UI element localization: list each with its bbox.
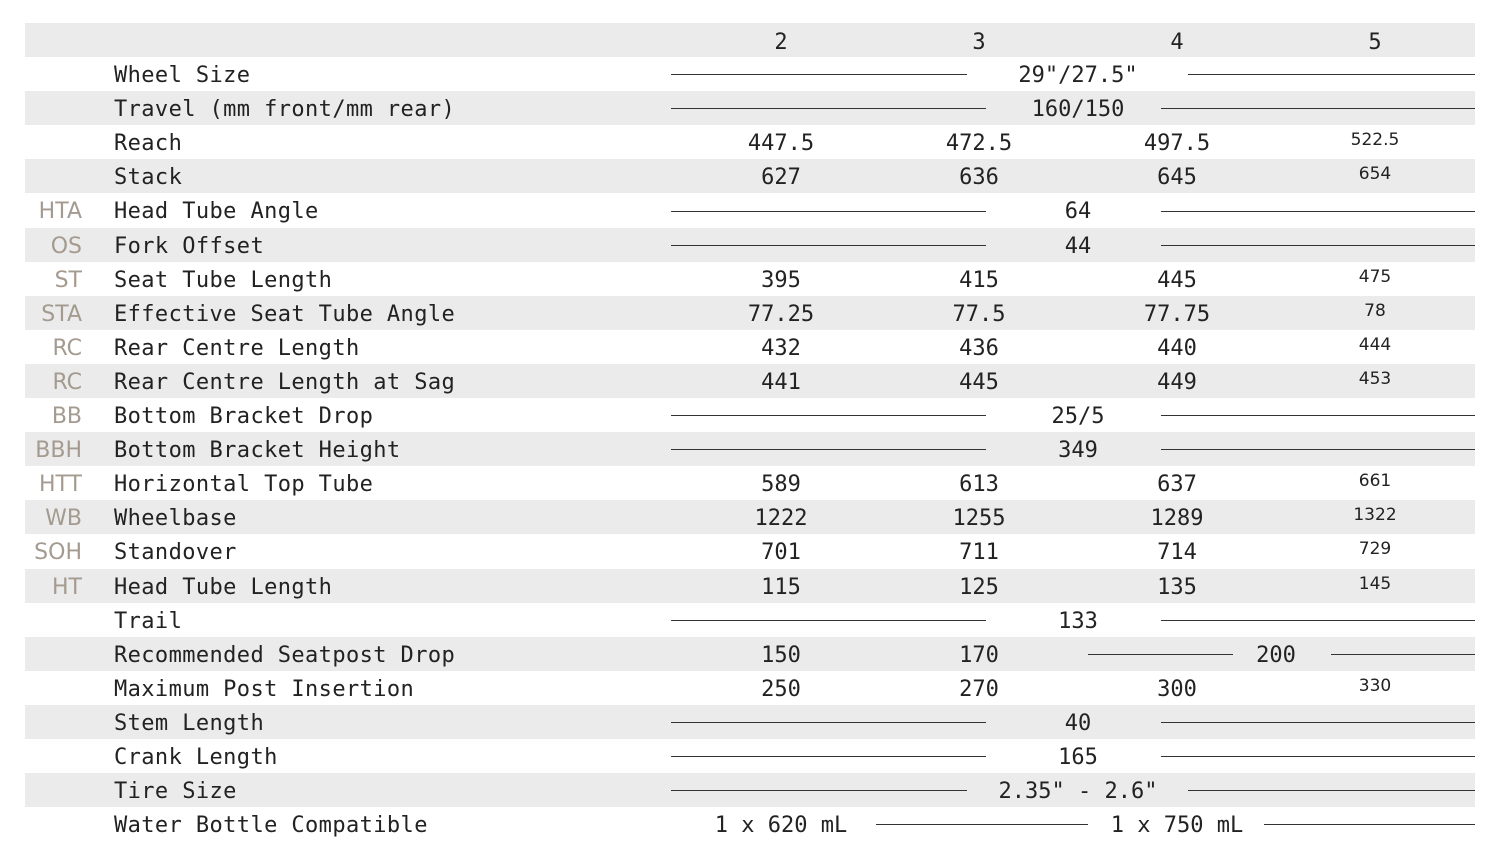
span-line	[671, 211, 986, 212]
value-cell: 729	[1358, 539, 1392, 560]
row-abbreviation: HTA	[38, 199, 82, 225]
table-row	[25, 807, 1475, 841]
value-cell: 77.5	[952, 301, 1006, 327]
row-label: Standover	[114, 540, 237, 566]
value-cell: 1322	[1353, 505, 1397, 526]
value-cell: 330	[1358, 675, 1392, 696]
span-line	[671, 722, 986, 723]
table-row	[25, 637, 1475, 671]
row-abbreviation: RC	[52, 369, 82, 395]
value-cell: 77.25	[747, 301, 815, 327]
table-row	[25, 432, 1475, 466]
row-abbreviation: HTT	[38, 472, 82, 498]
table-row	[25, 228, 1475, 262]
span-line	[671, 74, 967, 75]
row-label: Effective Seat Tube Angle	[114, 301, 456, 327]
value-cell: 115	[761, 574, 801, 600]
value-cell: 77.75	[1143, 301, 1211, 327]
row-abbreviation: STA	[41, 301, 82, 327]
size-header: 4	[1170, 30, 1184, 55]
row-label: Stem Length	[114, 710, 265, 736]
value-cell: 637	[1157, 472, 1197, 498]
value-cell: 29"/27.5"	[1018, 63, 1138, 89]
span-line	[671, 108, 986, 109]
value-cell: 522.5	[1350, 130, 1400, 151]
geometry-table	[25, 23, 1475, 841]
row-abbreviation: BB	[51, 404, 82, 430]
value-cell: 40	[1064, 710, 1092, 736]
table-row	[25, 296, 1475, 330]
row-label: Maximum Post Insertion	[114, 676, 415, 702]
row-label: Horizontal Top Tube	[114, 472, 374, 498]
span-line	[1264, 824, 1475, 825]
row-label: Rear Centre Length	[114, 335, 360, 361]
value-cell: 250	[761, 676, 801, 702]
span-line	[1161, 449, 1475, 450]
size-header: 3	[972, 30, 986, 55]
table-row	[25, 262, 1475, 296]
table-row	[25, 193, 1475, 227]
span-line	[876, 824, 1088, 825]
row-label: Tire Size	[114, 779, 237, 805]
span-line	[671, 449, 986, 450]
table-row	[25, 534, 1475, 568]
table-row	[25, 739, 1475, 773]
value-cell: 395	[761, 267, 801, 293]
row-abbreviation: OS	[50, 233, 82, 259]
value-cell: 170	[959, 642, 999, 668]
value-cell: 444	[1358, 334, 1392, 355]
span-line	[671, 245, 986, 246]
value-cell: 25/5	[1051, 404, 1105, 430]
row-abbreviation: HT	[52, 574, 82, 600]
row-label: Wheelbase	[114, 506, 237, 532]
row-label: Crank Length	[114, 744, 278, 770]
row-label: Stack	[114, 165, 183, 191]
row-label: Rear Centre Length at Sag	[114, 369, 456, 395]
value-cell: 160/150	[1031, 97, 1125, 123]
row-label: Fork Offset	[114, 233, 265, 259]
span-line	[1331, 654, 1475, 655]
value-cell: 440	[1157, 335, 1197, 361]
value-cell: 453	[1358, 368, 1392, 389]
table-row	[25, 364, 1475, 398]
value-cell: 472.5	[945, 131, 1013, 157]
value-cell: 165	[1058, 744, 1098, 770]
value-cell: 436	[959, 335, 999, 361]
row-label: Bottom Bracket Drop	[114, 404, 374, 430]
span-line	[1161, 211, 1475, 212]
row-abbreviation: RC	[52, 335, 82, 361]
row-abbreviation: WB	[45, 506, 82, 532]
table-row	[25, 773, 1475, 807]
value-cell: 445	[1157, 267, 1197, 293]
span-line	[1161, 415, 1475, 416]
row-label: Recommended Seatpost Drop	[114, 642, 456, 668]
value-cell: 449	[1157, 369, 1197, 395]
row-label: Water Bottle Compatible	[114, 813, 428, 839]
table-row	[25, 603, 1475, 637]
span-line	[1161, 722, 1475, 723]
row-label: Travel (mm front/mm rear)	[114, 97, 456, 123]
value-cell: 2.35" - 2.6"	[998, 779, 1158, 805]
span-line	[671, 415, 986, 416]
row-label: Reach	[114, 131, 183, 157]
value-cell: 1 x 620 mL	[714, 813, 848, 839]
value-cell: 636	[959, 165, 999, 191]
row-label: Wheel Size	[114, 63, 251, 89]
row-abbreviation: SOH	[34, 540, 82, 566]
table-row	[25, 671, 1475, 705]
row-label: Trail	[114, 608, 183, 634]
row-label: Head Tube Length	[114, 574, 333, 600]
row-abbreviation: BBH	[35, 438, 82, 464]
table-row	[25, 500, 1475, 534]
value-cell: 133	[1058, 608, 1098, 634]
value-cell: 714	[1157, 540, 1197, 566]
size-header: 2	[774, 30, 788, 55]
value-cell: 200	[1256, 642, 1296, 668]
row-label: Head Tube Angle	[114, 199, 319, 225]
value-cell: 135	[1157, 574, 1197, 600]
table-row	[25, 398, 1475, 432]
span-line	[671, 790, 967, 791]
value-cell: 270	[959, 676, 999, 702]
value-cell: 150	[761, 642, 801, 668]
value-cell: 445	[959, 369, 999, 395]
value-cell: 627	[761, 165, 801, 191]
value-cell: 125	[959, 574, 999, 600]
table-row	[25, 569, 1475, 603]
span-line	[1161, 756, 1475, 757]
value-cell: 447.5	[747, 131, 815, 157]
value-cell: 1289	[1150, 506, 1204, 532]
value-cell: 349	[1058, 438, 1098, 464]
value-cell: 613	[959, 472, 999, 498]
span-line	[1088, 654, 1233, 655]
span-line	[1188, 74, 1475, 75]
table-row	[25, 125, 1475, 159]
row-abbreviation: ST	[54, 267, 82, 293]
table-row	[25, 91, 1475, 125]
value-cell: 441	[761, 369, 801, 395]
span-line	[1161, 245, 1475, 246]
header-row	[25, 23, 1475, 57]
value-cell: 497.5	[1143, 131, 1211, 157]
table-row	[25, 159, 1475, 193]
span-line	[671, 756, 986, 757]
value-cell: 300	[1157, 676, 1197, 702]
value-cell: 589	[761, 472, 801, 498]
value-cell: 415	[959, 267, 999, 293]
value-cell: 44	[1064, 233, 1092, 259]
value-cell: 475	[1358, 266, 1392, 287]
value-cell: 64	[1064, 199, 1092, 225]
value-cell: 661	[1358, 471, 1392, 492]
size-header: 5	[1368, 30, 1382, 55]
value-cell: 432	[761, 335, 801, 361]
value-cell: 78	[1364, 300, 1386, 321]
value-cell: 1222	[754, 506, 808, 532]
span-line	[1188, 790, 1475, 791]
table-row	[25, 466, 1475, 500]
table-row	[25, 705, 1475, 739]
value-cell: 1 x 750 mL	[1110, 813, 1244, 839]
table-row	[25, 330, 1475, 364]
span-line	[671, 620, 986, 621]
row-label: Seat Tube Length	[114, 267, 333, 293]
value-cell: 711	[959, 540, 999, 566]
span-line	[1161, 620, 1475, 621]
value-cell: 654	[1358, 164, 1392, 185]
value-cell: 145	[1358, 573, 1392, 594]
table-row	[25, 57, 1475, 91]
row-label: Bottom Bracket Height	[114, 438, 401, 464]
value-cell: 1255	[952, 506, 1006, 532]
span-line	[1161, 108, 1475, 109]
value-cell: 701	[761, 540, 801, 566]
value-cell: 645	[1157, 165, 1197, 191]
